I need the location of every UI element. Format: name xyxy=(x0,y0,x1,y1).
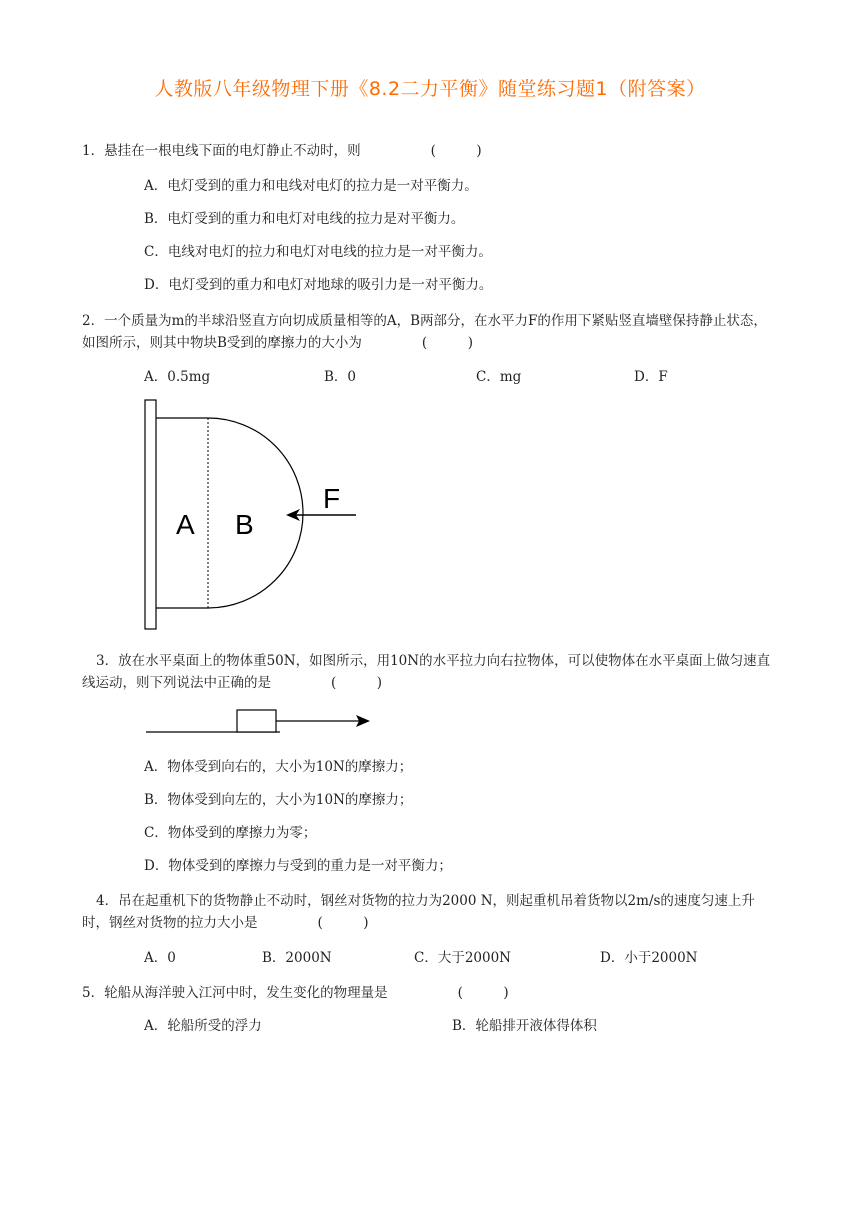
answer-parentheses: ( ) xyxy=(421,335,473,351)
answer-parentheses: ( ) xyxy=(317,915,369,931)
answer-parentheses: ( ) xyxy=(331,675,383,691)
option-a: A．轮船所受的浮力 xyxy=(144,1018,262,1034)
option-d: D．电灯受到的重力和电灯对地球的吸引力是一对平衡力。 xyxy=(144,277,493,293)
option-d: D．F xyxy=(634,369,668,385)
option-a: A．0.5mg xyxy=(144,369,211,385)
block-figure xyxy=(140,700,380,740)
question-stem: 3．放在水平桌面上的物体重50N，如图所示，用10N的水平拉力向右拉物体，可以使物体在水平桌面上做匀速直线运动，则下列说法中正确的是 xyxy=(82,653,771,691)
question-stem: 1．悬挂在一根电线下面的电灯静止不动时，则 xyxy=(82,143,361,159)
label-f: F xyxy=(323,483,341,514)
block xyxy=(237,710,276,732)
page-title: 人教版八年级物理下册《8.2二力平衡》随堂练习题1（附答案） xyxy=(154,78,706,100)
option-c: C．物体受到的摩擦力为零； xyxy=(144,825,317,841)
answer-parentheses: ( ) xyxy=(430,143,482,159)
answer-parentheses: ( ) xyxy=(457,985,509,1001)
option-b: B．物体受到向左的，大小为10N的摩擦力； xyxy=(144,792,413,808)
question-stem: 5．轮船从海洋驶入江河中时，发生变化的物理量是 xyxy=(82,985,388,1001)
option-b: B．2000N xyxy=(262,950,332,966)
question-1 xyxy=(82,140,772,162)
option-a: A．物体受到向右的，大小为10N的摩擦力； xyxy=(144,759,413,775)
label-b: B xyxy=(235,509,254,540)
question-2 xyxy=(82,310,772,354)
option-b: B．0 xyxy=(324,369,357,385)
option-a: A．0 xyxy=(144,950,176,966)
hemisphere-figure xyxy=(140,396,370,636)
question-4 xyxy=(82,890,772,934)
question-stem: 4．吊在起重机下的货物静止不动时，钢丝对货物的拉力为2000 N，则起重机吊着货物以2m/s的速度匀速上升时，钢丝对货物的拉力大小是 xyxy=(82,893,755,931)
question-5 xyxy=(82,982,772,1004)
wall xyxy=(145,400,156,629)
option-c: C．大于2000N xyxy=(414,950,511,966)
question-stem: 2．一个质量为m的半球沿竖直方向切成质量相等的A，B两部分，在水平力F的作用下紧贴竖直墙壁保持静止状态，如图所示，则其中物块B受到的摩擦力的大小为 xyxy=(82,313,767,351)
option-a: A．电灯受到的重力和电线对电灯的拉力是一对平衡力。 xyxy=(144,178,478,194)
option-b: B．电灯受到的重力和电灯对电线的拉力是对平衡力。 xyxy=(144,211,465,227)
option-d: D．物体受到的摩擦力与受到的重力是一对平衡力； xyxy=(144,858,452,874)
option-d: D．小于2000N xyxy=(600,950,698,966)
option-c: C．电线对电灯的拉力和电灯对电线的拉力是一对平衡力。 xyxy=(144,244,492,260)
label-a: A xyxy=(176,509,195,540)
option-c: C．mg xyxy=(476,369,522,385)
question-3 xyxy=(82,650,772,694)
option-b: B．轮船排开液体得体积 xyxy=(452,1018,597,1034)
